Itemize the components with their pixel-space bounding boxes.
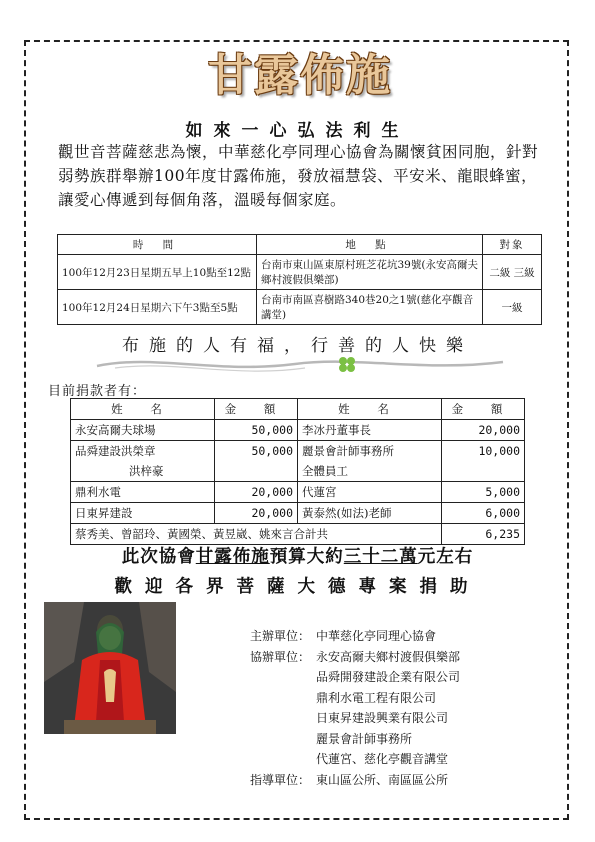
guanyin-statue-photo: [44, 602, 176, 734]
donor-header-name: 姓 名: [298, 399, 442, 420]
donor-total-amount: 6,235: [442, 524, 525, 545]
donor-total-label: 蔡秀美、曾韶玲、黃國榮、黃昱崴、姚來言合計共: [71, 524, 442, 545]
subtitle: 如來一心弘法利生: [185, 121, 410, 141]
budget-event-name: 甘露佈施: [195, 547, 270, 567]
donor-name: 麗景會計師事務所: [298, 441, 442, 462]
donor-name: 品舜建設洪榮章: [71, 441, 215, 462]
host-label: 主辦單位：: [250, 629, 311, 643]
donor-name: 鼎利水電: [71, 482, 215, 503]
co-organizer: 日東昇建設興業有限公司: [316, 711, 449, 725]
schedule-header-time: 時 間: [58, 235, 257, 255]
schedule-target: 一級: [483, 290, 542, 325]
table-row: [71, 524, 525, 545]
schedule-target: 二級 三級: [483, 255, 542, 290]
swirl-divider-icon: [95, 352, 505, 376]
schedule-header-place: 地 點: [257, 235, 483, 255]
table-row: [58, 290, 542, 325]
donor-amount: 20,000: [215, 503, 298, 524]
budget-statement: [0, 543, 595, 568]
donor-amount: 5,000: [442, 482, 525, 503]
budget-pre: 此次協會: [121, 547, 196, 567]
co-organizer: 代蓮宮、慈化亭觀音講堂: [316, 752, 449, 766]
budget-post: 元左右: [417, 547, 474, 567]
host-organizer: 中華慈化亭同理心協會: [316, 629, 437, 643]
budget-amount: 三十二萬: [343, 547, 418, 567]
table-row: [71, 503, 525, 524]
donor-name: 洪梓豪: [71, 461, 215, 482]
donor-amount: [215, 461, 298, 482]
donor-amount: 10,000: [442, 441, 525, 462]
donor-name: 李冰丹董事長: [298, 420, 442, 441]
welcome-line: 歡迎各界菩薩大德專案捐助: [114, 577, 481, 597]
schedule-time: 100年12月24日星期六下午3點至5點: [58, 290, 257, 325]
schedule-header-target: 對象: [483, 235, 542, 255]
budget-mid: 預算大約: [269, 547, 344, 567]
co-organizer-label: 協辦單位：: [250, 649, 311, 664]
donor-name: 黃泰然(如法)老師: [298, 503, 442, 524]
schedule-table: [57, 234, 542, 325]
organizers-block: [250, 626, 460, 790]
donor-header-name: 姓 名: [71, 399, 215, 420]
table-row: [71, 441, 525, 462]
co-organizer: 麗景會計師事務所: [316, 731, 413, 746]
co-organizer: 鼎利水電工程有限公司: [316, 690, 437, 705]
table-row: [58, 255, 542, 290]
donor-amount: 20,000: [442, 420, 525, 441]
co-organizer: 永安高爾夫鄉村渡假俱樂部: [316, 649, 461, 664]
donor-header-amount: 金 額: [215, 399, 298, 420]
table-row: [71, 461, 525, 482]
clover-icon: [339, 357, 355, 372]
co-organizer: 品舜開發建設企業有限公司: [316, 670, 461, 684]
schedule-place: 台南市南區喜樹路340巷20之1號(慈化亭觀音講堂): [257, 290, 483, 325]
intro-paragraph: 觀世音菩薩慈悲為懷，中華慈化亭同理心協會為關懷貧困同胞，針對弱勢族群舉辦100年度甘露佈施，發放福慧袋、平安米、龍眼蜂蜜，讓愛心傳遞到每個角落，溫暖每個家庭。: [58, 143, 539, 209]
donor-amount: 50,000: [215, 420, 298, 441]
donor-amount: 50,000: [215, 441, 298, 462]
donor-table: [70, 398, 525, 545]
donor-heading: 目前捐款者有：: [48, 384, 147, 399]
donor-amount: 20,000: [215, 482, 298, 503]
table-row: [71, 420, 525, 441]
donor-header-amount: 金 額: [442, 399, 525, 420]
donor-name: 日東昇建設: [71, 503, 215, 524]
guide-organizer: 東山區公所、南區區公所: [316, 772, 449, 787]
schedule-time: 100年12月23日星期五早上10點至12點: [58, 255, 257, 290]
donor-name: 全體員工: [298, 461, 442, 482]
guide-label: 指導單位：: [250, 772, 311, 787]
slogan: 布施的人有福，行善的人快樂: [122, 336, 473, 356]
page-title: 甘露佈施: [208, 50, 392, 101]
table-row: [71, 482, 525, 503]
donor-amount: [442, 461, 525, 482]
donor-name: 永安高爾夫球場: [71, 420, 215, 441]
donor-name: 代蓮宮: [298, 482, 442, 503]
donor-amount: 6,000: [442, 503, 525, 524]
schedule-place: 台南市東山區東原村班芝花坑39號(永安高爾夫鄉村渡假俱樂部): [257, 255, 483, 290]
